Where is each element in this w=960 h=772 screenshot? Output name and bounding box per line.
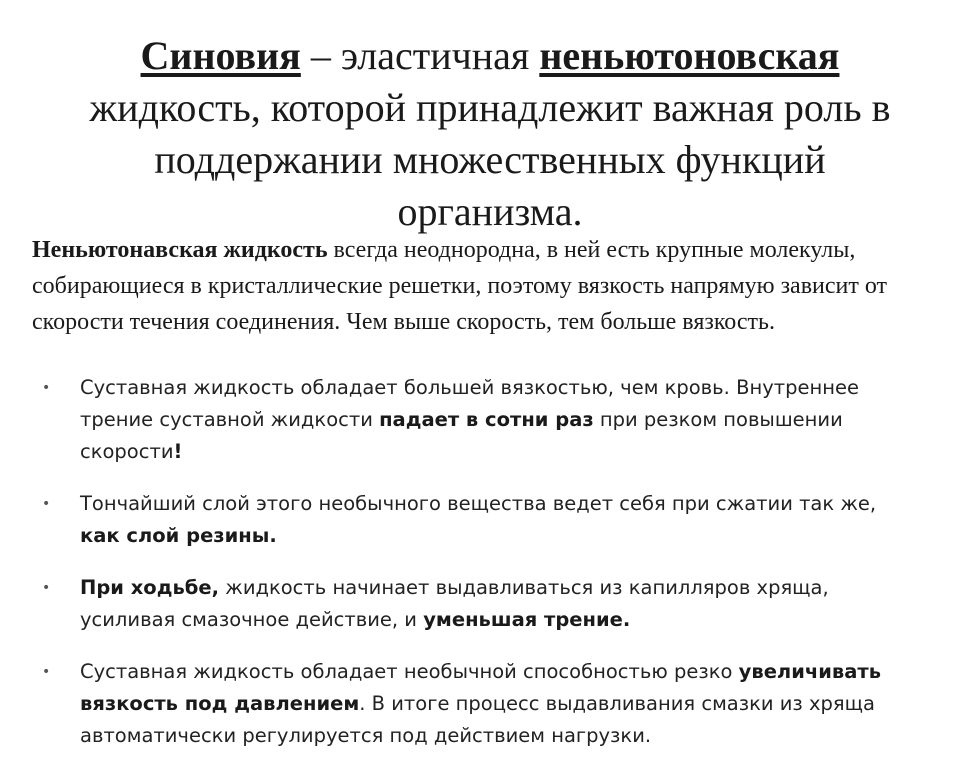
title-dash: – эластичная [300,33,540,78]
definition-text: всегда неоднородна, в ней есть крупные молекулы, собирающиеся в кристаллические решетки, поэтому вязкость напрямую зависит от скорости течения соединения. Чем выше скорость, тем больше вязкость. [32,237,888,335]
bullet-text: . В итоге процесс выдавливания смазки из хряща автоматически регулируется под действием нагрузки. [80,692,875,747]
definition-paragraph [32,232,942,340]
bullet-text: Тончайший слой этого необычного вещества ведет себя при сжатии так же, [80,492,877,515]
bullet-bold: как слой резины. [80,524,277,547]
bullet-bold: При ходьбе, [80,576,220,599]
bullet-text: при резком повышении скорости [80,408,843,463]
bullet-list [40,372,920,772]
bullet-bold: увеличивать вязкость под давлением [80,660,882,715]
title-term-synovia: Синовия [140,33,301,78]
definition-term: Неньютонавская жидкость [32,237,328,263]
bullet-icon: • [42,496,51,512]
title-rest: жидкость, которой принадлежит важная роль в поддержании множественных функций организма. [89,85,891,234]
bullet-bold: уменьшая трение. [423,608,631,631]
bullet-text: Суставная жидкость обладает большей вязкостью, чем кровь. Внутреннее трение суставной жидкости [80,376,859,431]
bullet-text: Суставная жидкость обладает необычной способностью резко [80,660,739,683]
bullet-icon: • [42,380,51,396]
list-item [40,572,920,636]
bullet-bold: падает в сотни раз [379,408,594,431]
list-item [40,488,920,552]
list-item [40,372,920,468]
bullet-icon: • [42,664,51,680]
list-item [40,656,920,752]
bullet-bold: ! [173,440,183,463]
slide-title [60,30,920,238]
bullet-icon: • [42,580,51,596]
title-term-non-newtonian: неньютоновская [539,33,840,78]
bullet-text: жидкость начинает выдавливаться из капилляров хряща, усиливая смазочное действие, и [80,576,829,631]
